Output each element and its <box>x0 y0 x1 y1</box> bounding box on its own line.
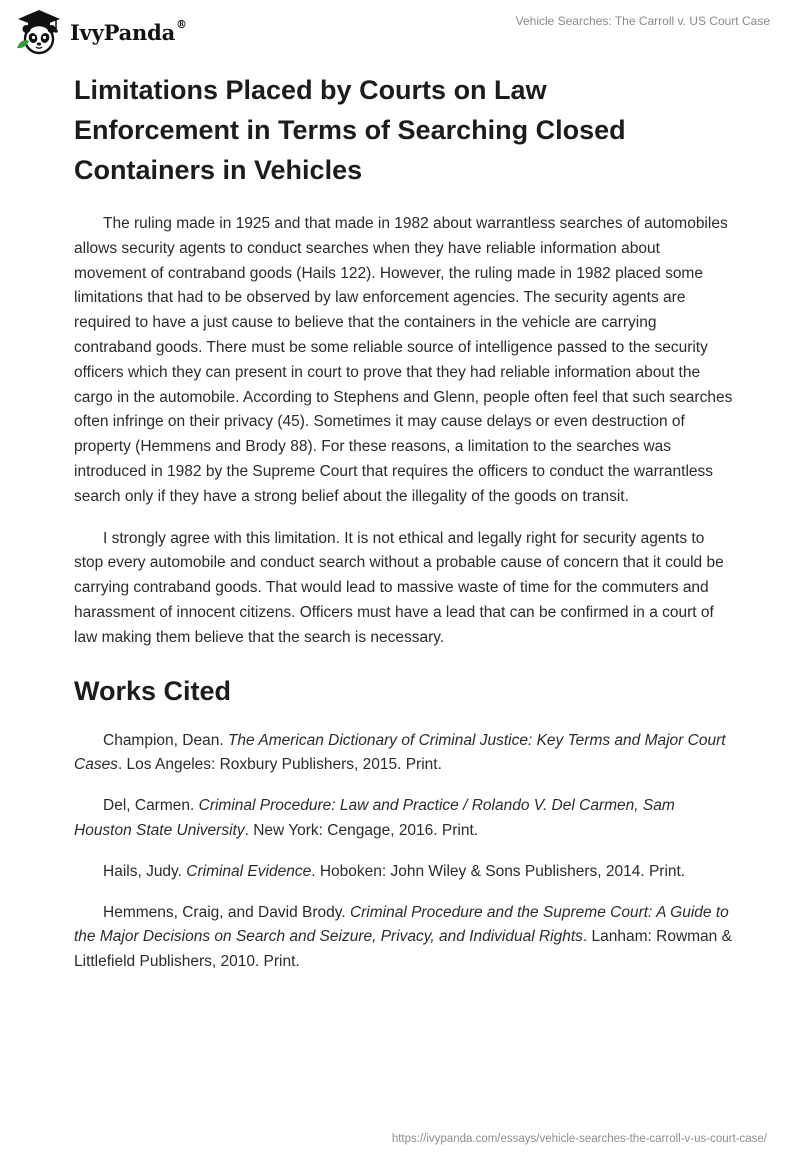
works-cited-heading: Works Cited <box>74 675 232 706</box>
citation-title: Criminal Procedure: Law and Practice / Rolando V. Del Carmen, Sam Houston State University <box>74 797 675 839</box>
registered-mark: ® <box>176 17 187 31</box>
citation-publication: . New York: Cengage, 2016. Print. <box>244 821 479 839</box>
panda-graduate-icon <box>14 8 64 56</box>
ivypanda-logo[interactable] <box>14 8 187 56</box>
citation-title: The American Dictionary of Criminal Justice: Key Terms and Major Court Cases <box>74 731 726 774</box>
page-header <box>0 0 800 60</box>
citation-publication: . Los Angeles: Roxbury Publishers, 2015. Print. <box>117 756 442 774</box>
citation-title: Criminal Evidence <box>186 862 312 880</box>
citation-entry <box>74 860 734 885</box>
citation-publication: . Hoboken: John Wiley & Sons Publishers, 2014. Print. <box>311 862 686 880</box>
citation-author: Champion, Dean. <box>103 731 228 749</box>
citation-author: Hails, Judy. <box>103 862 187 880</box>
citation-publication: . Lanham: Rowman & Littlefield Publishers, 2010. Print. <box>74 928 732 971</box>
brand-name: IvyPanda® <box>70 17 187 45</box>
citation-entry <box>74 901 734 975</box>
citation-title: Criminal Procedure and the Supreme Court: A Guide to the Major Decisions on Search and Seizure, Privacy, and Individual Rights <box>74 903 729 946</box>
section-heading: Limitations Placed by Courts on Law Enforcement in Terms of Searching Closed Containers in Vehicles <box>74 75 626 185</box>
essay-content <box>74 70 734 975</box>
citation-entry <box>74 729 734 779</box>
body-paragraph: I strongly agree with this limitation. It is not ethical and legally right for security agents to stop every automobile and conduct search without a probable cause of concern that it could be carrying contraband goods. That would lead to massive waste of time for the commuters and harassment of innocent citizens. Officers must have a lead that can be confirmed in a court of law making them believe that the search is necessary. <box>74 529 724 646</box>
document-title: Vehicle Searches: The Carroll v. US Court Case <box>515 14 770 28</box>
citation-entry <box>74 794 734 844</box>
body-paragraph: The ruling made in 1925 and that made in 1982 about warrantless searches of automobiles allows security agents to conduct searches when they have reliable information about movement of contraband goods (Hails 122). However, the ruling made in 1982 placed some limitations that had to be observed by law enforcement agencies. The security agents are required to have a just cause to believe that the containers in the vehicle are carrying contraband goods. There must be some reliable source of intelligence passed to the security officers which they can present in court to prove that they had reliable information about the cargo in the automobile. According to Stephens and Glenn, people often feel that such searches often infringe on their privacy (45). Sometimes it may cause delays or even destruction of property (Hemmens and Brody 88). For these reasons, a limitation to the searches was introduced in 1982 by the Supreme Court that requires the officers to conduct the warrantless search only if they have a strong belief about the illegality of the goods on transit. <box>74 215 733 505</box>
source-url[interactable]: https://ivypanda.com/essays/vehicle-searches-the-carroll-v-us-court-case/ <box>391 1133 767 1145</box>
citation-author: Del, Carmen. <box>103 797 199 815</box>
citation-author: Hemmens, Craig, and David Brody. <box>103 903 350 921</box>
